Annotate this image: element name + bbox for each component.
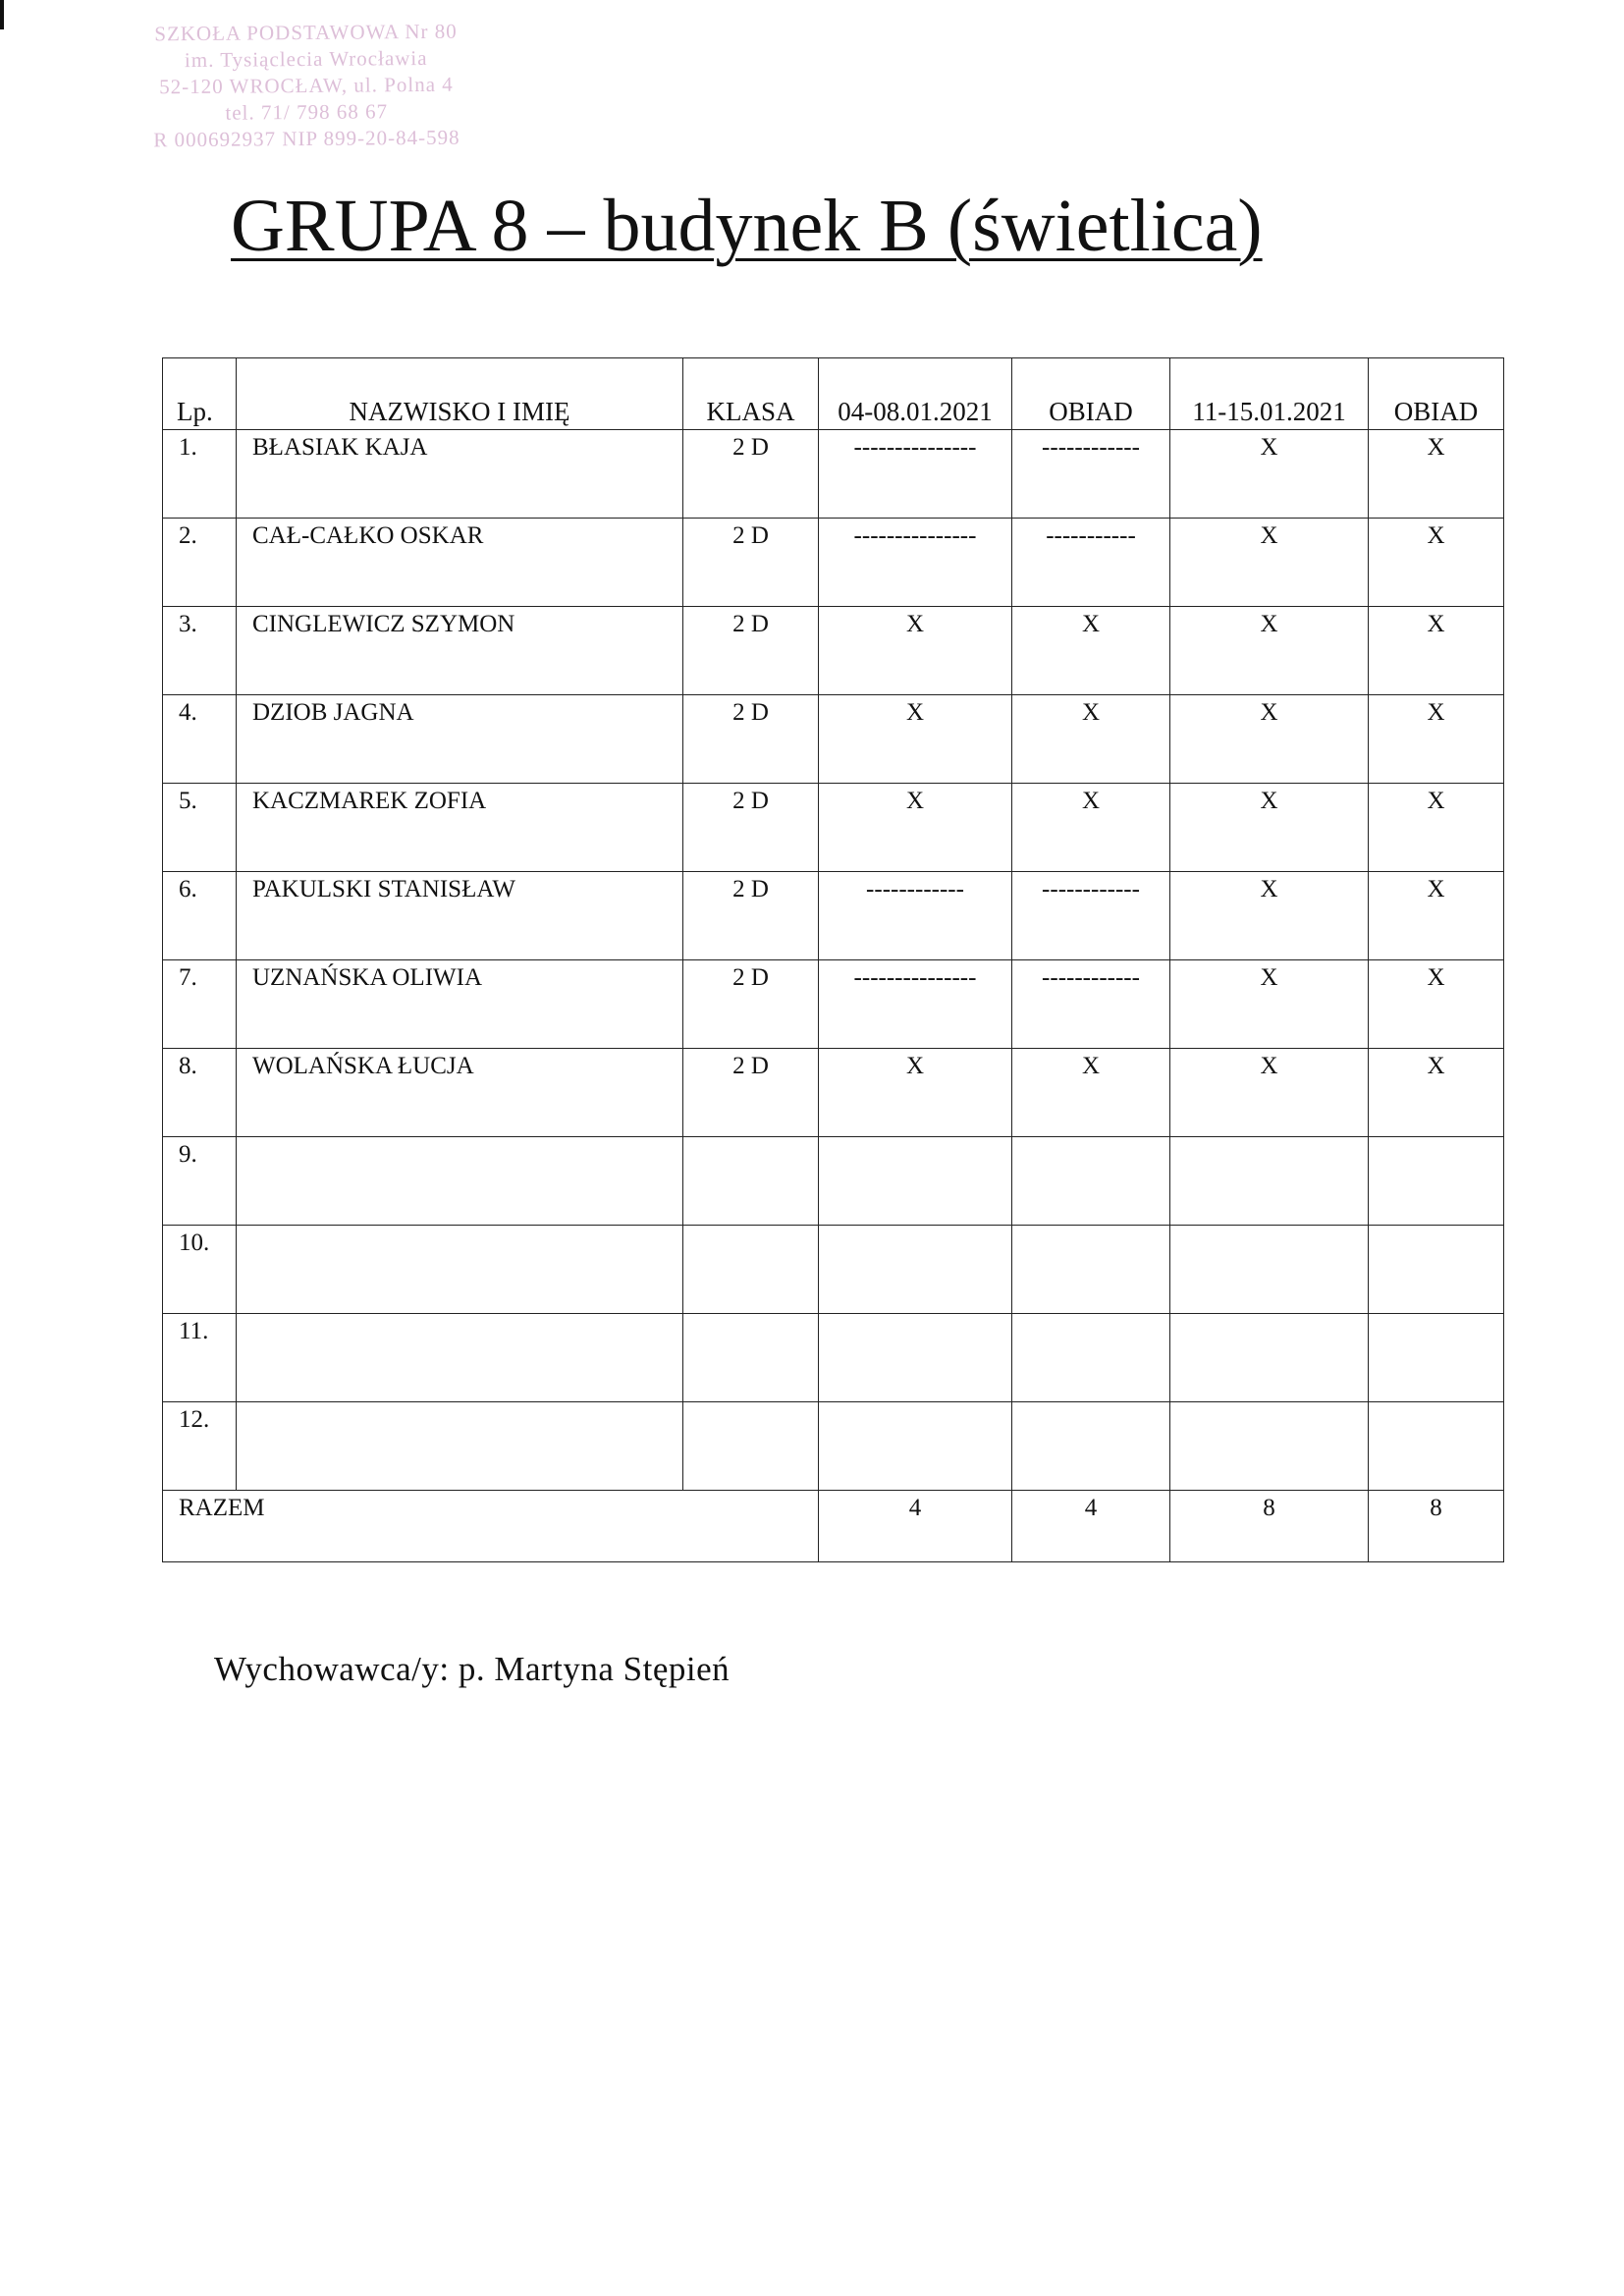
lunch2-cell bbox=[1369, 1314, 1504, 1402]
row-number: 10. bbox=[163, 1226, 237, 1314]
week2-cell: X bbox=[1170, 1049, 1369, 1137]
table-row bbox=[163, 519, 1504, 607]
class-cell: 2 D bbox=[683, 607, 819, 695]
week2-cell: X bbox=[1170, 607, 1369, 695]
table-row bbox=[163, 872, 1504, 960]
student-name bbox=[237, 1314, 683, 1402]
table-row bbox=[163, 1314, 1504, 1402]
week2-cell bbox=[1170, 1402, 1369, 1491]
week1-cell: --------------- bbox=[819, 960, 1012, 1049]
lunch2-cell: X bbox=[1369, 519, 1504, 607]
class-cell: 2 D bbox=[683, 1049, 819, 1137]
week2-cell bbox=[1170, 1226, 1369, 1314]
table-row bbox=[163, 430, 1504, 519]
row-number: 6. bbox=[163, 872, 237, 960]
total-obiad1: 4 bbox=[1012, 1491, 1170, 1562]
class-cell: 2 D bbox=[683, 960, 819, 1049]
student-name: PAKULSKI STANISŁAW bbox=[237, 872, 683, 960]
lunch2-cell: X bbox=[1369, 1049, 1504, 1137]
class-cell: 2 D bbox=[683, 430, 819, 519]
row-number: 12. bbox=[163, 1402, 237, 1491]
student-name: CINGLEWICZ SZYMON bbox=[237, 607, 683, 695]
stamp-line: 52-120 WROCŁAW, ul. Polna 4 bbox=[159, 72, 454, 99]
row-number: 7. bbox=[163, 960, 237, 1049]
total-label: RAZEM bbox=[163, 1491, 819, 1562]
column-header-class: KLASA bbox=[683, 358, 819, 430]
week2-cell bbox=[1170, 1314, 1369, 1402]
lunch1-cell: ------------ bbox=[1012, 430, 1170, 519]
row-number: 1. bbox=[163, 430, 237, 519]
week1-cell bbox=[819, 1402, 1012, 1491]
stamp-line: tel. 71/ 798 68 67 bbox=[225, 99, 389, 125]
row-number: 3. bbox=[163, 607, 237, 695]
student-name: KACZMAREK ZOFIA bbox=[237, 784, 683, 872]
class-cell: 2 D bbox=[683, 519, 819, 607]
total-obiad2: 8 bbox=[1369, 1491, 1504, 1562]
column-header-week2: 11-15.01.2021 bbox=[1170, 358, 1369, 430]
stamp-line: SZKOŁA PODSTAWOWA Nr 80 bbox=[154, 19, 458, 46]
page-title: GRUPA 8 – budynek B (świetlica) bbox=[231, 185, 1263, 267]
row-number: 4. bbox=[163, 695, 237, 784]
attendance-table bbox=[162, 357, 1504, 1562]
column-header-lunch2: OBIAD bbox=[1369, 358, 1504, 430]
student-name: WOLAŃSKA ŁUCJA bbox=[237, 1049, 683, 1137]
week1-cell: X bbox=[819, 1049, 1012, 1137]
lunch1-cell bbox=[1012, 1137, 1170, 1226]
row-number: 5. bbox=[163, 784, 237, 872]
week1-cell bbox=[819, 1314, 1012, 1402]
week1-cell: --------------- bbox=[819, 430, 1012, 519]
table-row bbox=[163, 960, 1504, 1049]
table-row bbox=[163, 695, 1504, 784]
row-number: 2. bbox=[163, 519, 237, 607]
class-cell: 2 D bbox=[683, 872, 819, 960]
lunch2-cell: X bbox=[1369, 960, 1504, 1049]
stamp-line: im. Tysiąclecia Wrocławia bbox=[184, 45, 428, 73]
lunch1-cell bbox=[1012, 1314, 1170, 1402]
table-row bbox=[163, 1226, 1504, 1314]
table-row bbox=[163, 607, 1504, 695]
lunch2-cell: X bbox=[1369, 784, 1504, 872]
student-name: DZIOB JAGNA bbox=[237, 695, 683, 784]
week2-cell: X bbox=[1170, 784, 1369, 872]
table-row bbox=[163, 784, 1504, 872]
class-cell bbox=[683, 1226, 819, 1314]
lunch1-cell: X bbox=[1012, 1049, 1170, 1137]
table-header-row bbox=[163, 358, 1504, 430]
student-name bbox=[237, 1226, 683, 1314]
week1-cell: X bbox=[819, 695, 1012, 784]
total-row bbox=[163, 1491, 1504, 1562]
student-name: CAŁ-CAŁKO OSKAR bbox=[237, 519, 683, 607]
lunch2-cell: X bbox=[1369, 607, 1504, 695]
week1-cell: X bbox=[819, 784, 1012, 872]
stamp-line: R 000692937 NIP 899-20-84-598 bbox=[153, 125, 460, 152]
total-week2: 8 bbox=[1170, 1491, 1369, 1562]
table-row bbox=[163, 1049, 1504, 1137]
class-cell bbox=[683, 1137, 819, 1226]
column-header-week1: 04-08.01.2021 bbox=[819, 358, 1012, 430]
lunch1-cell: ----------- bbox=[1012, 519, 1170, 607]
table-body bbox=[163, 430, 1504, 1562]
week2-cell: X bbox=[1170, 872, 1369, 960]
teacher-signature-line: Wychowawca/y: p. Martyna Stępień bbox=[214, 1650, 731, 1688]
week1-cell: ------------ bbox=[819, 872, 1012, 960]
lunch2-cell bbox=[1369, 1226, 1504, 1314]
week1-cell: --------------- bbox=[819, 519, 1012, 607]
scan-edge-mark bbox=[0, 0, 4, 29]
lunch2-cell: X bbox=[1369, 872, 1504, 960]
lunch2-cell bbox=[1369, 1402, 1504, 1491]
lunch2-cell: X bbox=[1369, 695, 1504, 784]
week2-cell: X bbox=[1170, 519, 1369, 607]
lunch1-cell: X bbox=[1012, 784, 1170, 872]
lunch2-cell: X bbox=[1369, 430, 1504, 519]
week1-cell bbox=[819, 1226, 1012, 1314]
lunch1-cell bbox=[1012, 1226, 1170, 1314]
class-cell: 2 D bbox=[683, 784, 819, 872]
class-cell: 2 D bbox=[683, 695, 819, 784]
student-name: BŁASIAK KAJA bbox=[237, 430, 683, 519]
week2-cell: X bbox=[1170, 430, 1369, 519]
lunch1-cell: ------------ bbox=[1012, 960, 1170, 1049]
week2-cell: X bbox=[1170, 695, 1369, 784]
week1-cell: X bbox=[819, 607, 1012, 695]
lunch2-cell bbox=[1369, 1137, 1504, 1226]
week2-cell bbox=[1170, 1137, 1369, 1226]
lunch1-cell: ------------ bbox=[1012, 872, 1170, 960]
table-row bbox=[163, 1137, 1504, 1226]
school-stamp bbox=[89, 18, 522, 154]
lunch1-cell: X bbox=[1012, 695, 1170, 784]
week1-cell bbox=[819, 1137, 1012, 1226]
column-header-lp: Lp. bbox=[163, 358, 237, 430]
row-number: 11. bbox=[163, 1314, 237, 1402]
lunch1-cell: X bbox=[1012, 607, 1170, 695]
column-header-lunch1: OBIAD bbox=[1012, 358, 1170, 430]
class-cell bbox=[683, 1402, 819, 1491]
student-name: UZNAŃSKA OLIWIA bbox=[237, 960, 683, 1049]
student-name bbox=[237, 1137, 683, 1226]
column-header-name: NAZWISKO I IMIĘ bbox=[237, 358, 683, 430]
row-number: 8. bbox=[163, 1049, 237, 1137]
class-cell bbox=[683, 1314, 819, 1402]
row-number: 9. bbox=[163, 1137, 237, 1226]
total-week1: 4 bbox=[819, 1491, 1012, 1562]
lunch1-cell bbox=[1012, 1402, 1170, 1491]
week2-cell: X bbox=[1170, 960, 1369, 1049]
table-row bbox=[163, 1402, 1504, 1491]
student-name bbox=[237, 1402, 683, 1491]
